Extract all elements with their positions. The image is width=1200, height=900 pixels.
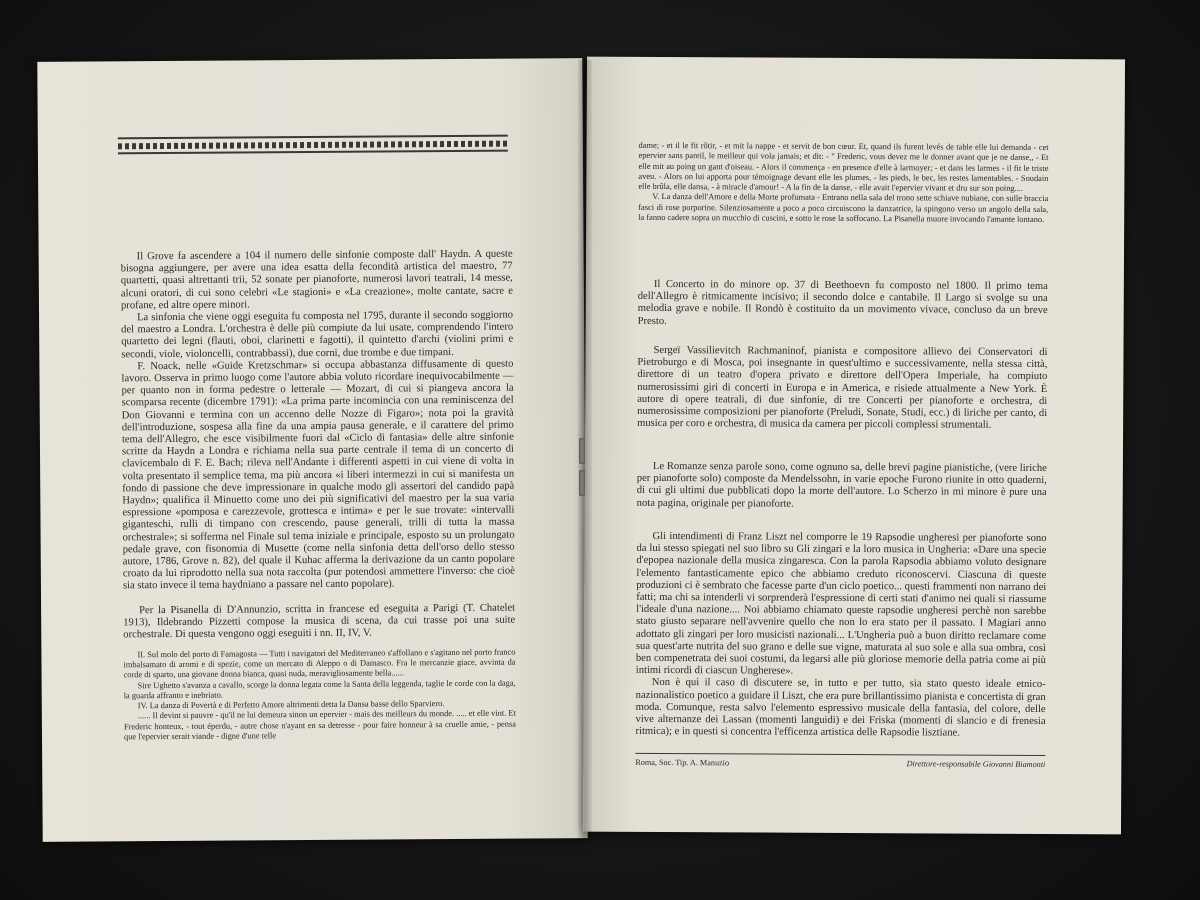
- mendelssohn-section: [637, 461, 1047, 512]
- pisanella-note-5: V. La danza dell'Amore e della Morte profumata - Entrano nella sala del trono sette schiave nubiane, con sulle braccia fasci di rose porporine. Silenziosamente a poco a poco circuiscono la danzatrice, la spingono verso un angolo della sala, la fanno cadere sopra un mucchio di cuscini, e sotto le rose la soffocano. La Pisanella muore invocando l'amante lontano.: [638, 192, 1049, 225]
- liszt-section: [635, 531, 1046, 741]
- haydn-paragraph-2: La sinfonia che viene oggi eseguita fu composta nel 1795, durante il secondo soggiorno del maestro a Londra. L'orchestra è delle più compiute da lui usate, comprendendo l'intero quartetto dei legni (flauti, oboi, clarinetti e fagotti), il quintetto d'archi (violini primi e secondi, viole, violoncelli, contrabbassi), due corni, due trombe e due timpani.: [121, 309, 514, 360]
- printer-credit: Roma, Soc. Tip. A. Manuzio: [635, 757, 730, 768]
- rachmaninof-section: [637, 345, 1047, 433]
- haydn-paragraph-1: Il Grove fa ascendere a 104 il numero delle sinfonie composte dall' Haydn. A queste bisogna aggiungere, per avere una idea esatta della fecondità artistica del maestro, 77 quartetti, quasi altrettanti trii, 52 sonate per pianoforte, numerosi lavori teatrali, 14 messe, alcuni oratori, di cui sono celebri «Le stagioni» e «La creazione», molte cantate, sacre e profane, ed altre opere minori.: [120, 248, 513, 312]
- staple-top: [579, 438, 585, 464]
- staple-bottom: [579, 470, 585, 496]
- mendelssohn-paragraph: Le Romanze senza parole sono, come ognuno sa, delle brevi pagine pianistiche, (vere liriche per pianoforte solo) composte da Mendelssohn, in varie epoche Furono riunite in otto quaderni, di cui gli ultimi due pubblicati dopo la morte dell'autore. Lo Scherzo in mi minore è pure una nota pagina, originale per pianoforte.: [636, 460, 1047, 510]
- page-footer: [635, 753, 1045, 769]
- pisanella-note-4: IV. La danza di Povertà e di Perfetto Amore altrimenti detta la Dansa basse dello Sparviero.: [137, 699, 445, 711]
- pisanella-note-2: II. Sul molo del porto di Famagosta — Tutti i navigatori del Mediterraneo s'affollano e s'agitano nel porto franco imbalsamato di aromi e di spezie, come un mercato di Aleppo o di Damasco. Fra le mercanzie giace, avvinta da corde di sparto, una giovane donna bianca, quasi nuda, meravigliosamente bella......: [123, 647, 516, 680]
- haydn-paragraph-3: F. Noack, nelle «Guide Kretzschmar» si occupa abbastanza diffusamente di questo lavoro. Osserva in primo luogo come l'autore abbia voluto ricordare inequivocabilmente — per quanto non in forma pedestre o letterale — Mozart, di cui si piangeva ancora la scomparsa recente (dicembre 1791): «La prima parte incomincia con una reminiscenza del Don Giovanni e termina con un accenno delle Nozze di Figaro»; nota poi la gravità dell'introduzione, sospesa alla fine da una ampia pausa generale, e il carattere del primo tema dell'Allegro, che esce visibilmente fuori dal «Ciclo di fantasia» delle altre sinfonie scritte da Haydn a Londra e richiama nella sua parte centrale il tema di un concerto di clavicembalo di F. E. Bach; rileva nell'Andante i differenti aspetti in cui viene di volta in volta presentato il semplice tema, ma più ancora «i liberi intermezzi in cui si manifesta un fondo di passione che deve impressionare in qualche modo gli assertori del candido papà Haydn»; qualifica il Minuetto come uno dei più significativi del maestro per la sua varia espressione «pomposa e carezzevole, grottesca e intima» e per le sue trovate: «intervalli giganteschi, rulli di timpano con crescendo, pause generali, trilli di tutta la massa orchestrale»; si sofferma nel Finale sul tema iniziale e principale, esposto su un prolungato pedale grave, con fisonomia di Musette (come nella sinfonia detta dell'orso dello stesso autore, 1786, Grove n. 82), del quale il Kuhac afferma la derivazione da un canto popolare croato da lui riprodotto nella sua nota raccolta (pur potendosi ammettere l'inverso: che cioè sia stato invece il tema haydniano a passare nel canto popolare).: [121, 358, 515, 592]
- left-page: [37, 58, 587, 842]
- pisanella-note-2b: Sire Ughetto s'avanza a cavallo, scorge la donna legata come la Santa della leggenda, taglie le corde con la daga, la guarda affranto e inebriato.: [123, 678, 516, 701]
- right-page: [583, 57, 1125, 835]
- haydn-section: [121, 249, 515, 593]
- pisanella-intro: Per la Pisanella di D'Annunzio, scritta in francese ed eseguita a Parigi (T. Chatelet 1913), Ildebrando Pizzetti compose la musica di scena, da cui trasse poi una suite orchestrale. Di questa vengono oggi eseguiti i nn. II, IV, V.: [123, 602, 516, 641]
- pisanella-continued: [638, 141, 1048, 226]
- liszt-paragraph-1: Gli intendimenti di Franz Liszt nel comporre le 19 Rapsodie ungheresi per pianoforte sono da lui stesso spiegati nel suo libro su Gli zingari e la loro musica in Ungheria: «Dare una specie d'epopea nazionale della musica zingaresca. Con la parola Rapsodia abbiamo voluto designare l'elemento fantasticamente epico che abbiamo creduto riconoscervi. Ciascuna di queste produzioni ci è sembrato che facesse parte d'un ciclo poetico... questi frammenti non narrano dei fatti; ma chi sa intenderli vi sorprenderà l'espressione di certi stati d'animo nei quali si riassume l'ideale d'una nazione.... Noi abbiamo chiamato queste rapsodie ungheresi perchè non sarebbe stato giusto separare nell'avvenire quello che non lo era stato per il passato. I Magiari anno adottato gli zingari per loro musicisti nazionali... L'Ungheria può a buon diritto reclamare come sua quest'arte nutrita del suo grano e delle sue vigne, maturata al suo sole e alla sua ombra, così ben compenetrata dei suoi costumi, da legarsi alle più gloriose memorie della patria come ai più intimi ricordi di ciascun Ungherese».: [635, 530, 1047, 677]
- liszt-paragraph-2: Non è qui il caso di discutere se, in tutto e per tutto, sia stato questo ideale etnico-nazionalistico poetico a guidare il Liszt, che era pure brillantissimo pianista e concertista di gran moda. Comunque, resta salvo l'elemento espressivo musicale della fantasia, del colore, delle vive alternanze dei Lassan (momenti languidi) e dei Friska (momenti di slancio e di frenesia ritmica); e in questi si concentra l'efficenza artistica delle Rapsodie lisztiane.: [635, 677, 1046, 739]
- beethoven-section: [638, 279, 1048, 330]
- pisanella-note-4-text: ...... Il devint si pauvre - qu'il ne lui demeura sinon un epervier - mais des meilleurs du monde. ..... et elle vint. Et Frederic honteux, - tout éperdu, - autre chose n'ayant en sa detresse - pour faire honneur à sa cruelle amie, - pensa que l'epervier serait viande - digne d'une telle: [123, 708, 516, 742]
- pisanella-section: [123, 603, 516, 743]
- pisanella-note-4-continued: dame; - et il le fit rôtir, - et mit la nappe - et servit de bon cœur. Et, quand ils furent levés de table elle lui demanda - cet epervier sans pareil, le meilleur qui vola jamais; et dit: - " Frederic, vous devez me le donner avant que je ne danse,, - Et elle mit au poing un gant d'oiseau. - Alors il commença - en presence d'elle à larmoyer; - et dans les larmes - il fit le triste aveu. - Alors on lui apporta pour témoignage devant elle les plumes, - les pieds, le bec, les restes lamentables. - Soudain elle brûla, elle dansa, - à miracle d'amour! - A la fin de la danse, - elle avait l'epervier vivant et dru sur son poing....: [638, 140, 1049, 194]
- rachmaninof-paragraph: Sergeï Vassilievitch Rachmaninof, pianista e compositore allievo dei Conservatori di Pietroburgo e di Mosca, poi insegnante in quest'ultimo e successivamente, nella stessa città, direttore di un teatro d'opera privato e direttore dell'Opera Imperiale, ha compiuto numerosissimi giri di concerti in Europa e in America, e risiede attualmente a New York. È autore di opere teatrali, di due sinfonie, di tre Concerti per pianoforte e orchestra, di numerosissime composizioni per pianoforte (Preludi, Sonate, Studi, ecc.) di liriche per canto, di musica per coro e orchestra, di musica da camera per piccoli complessi strumentali.: [637, 344, 1048, 431]
- director-credit: Direttore-responsabile Giovanni Biamonti: [906, 759, 1046, 770]
- footer-rule: [635, 753, 1045, 756]
- beethoven-paragraph: Il Concerto in do minore op. 37 di Beethoevn fu composto nel 1800. Il primo tema dell'Allegro è ritmicamente incisivo; il secondo dolce e cantabile. Il Largo si svolge su una melodia grave e nobile. Il Rondò è costituito da un movimento vivace, concluso da un breve Presto.: [637, 278, 1048, 327]
- header-ornament: [118, 135, 508, 156]
- pisanella-notes: [123, 647, 516, 742]
